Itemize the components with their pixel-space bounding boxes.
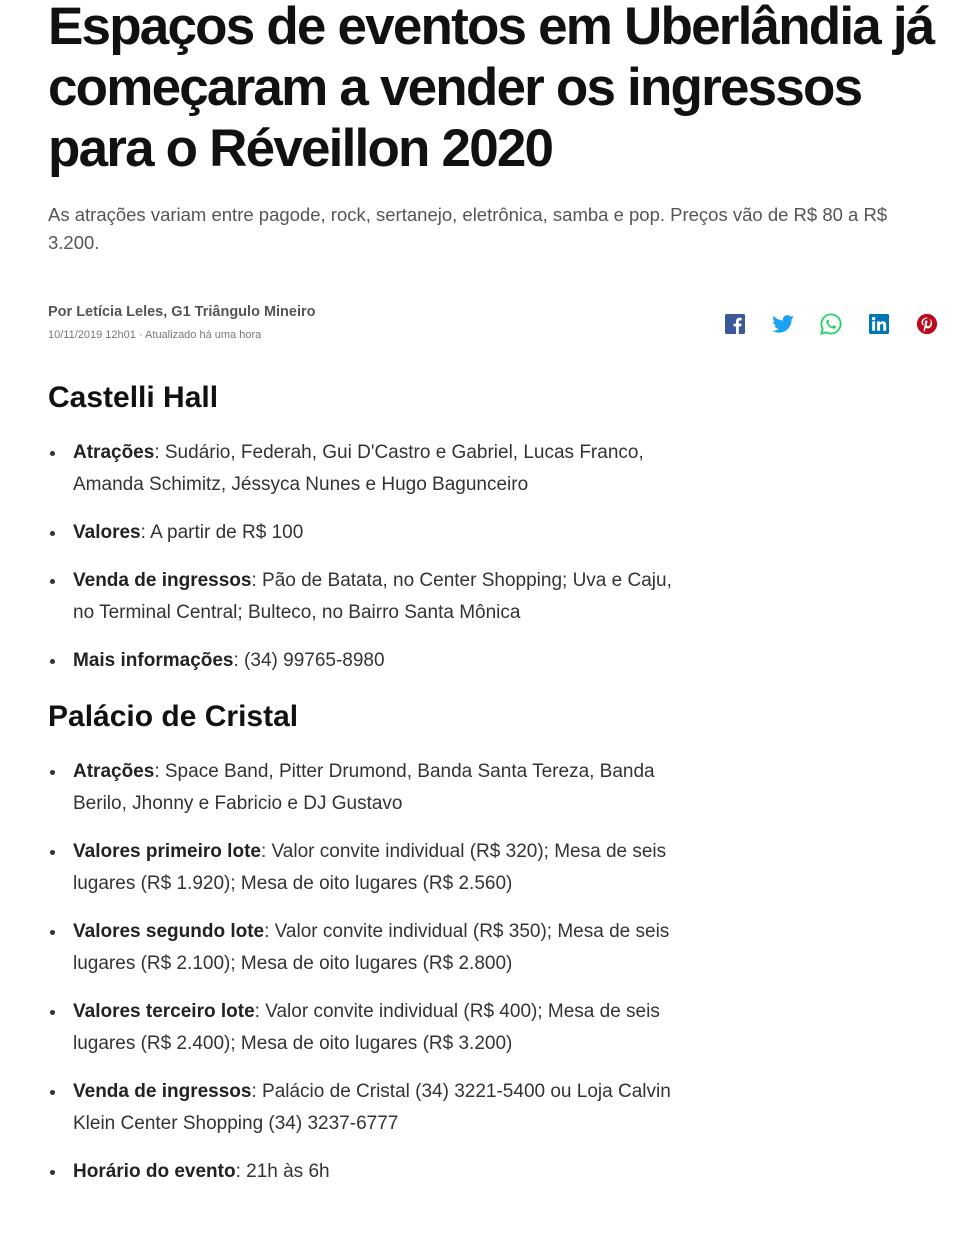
item-text: : Valor convite individual (R$ 400); Mesa de seis lugares (R$ 2.400); Mesa de oito lugares (R$ 3.200) — [73, 1001, 660, 1054]
item-text: : 21h às 6h — [235, 1161, 330, 1182]
pinterest-share-button[interactable] — [916, 313, 938, 335]
list-item — [48, 645, 688, 677]
item-text: : Valor convite individual (R$ 320); Mesa de seis lugares (R$ 1.920); Mesa de oito lugares (R$ 2.560) — [73, 841, 667, 894]
section-title-castelli-hall: Castelli Hall — [48, 381, 219, 414]
list-item — [48, 836, 688, 900]
item-text: : A partir de R$ 100 — [140, 522, 304, 543]
publish-date: 10/11/2019 12h01 · Atualizado há uma hora — [48, 329, 262, 341]
item-label: Atrações — [73, 761, 155, 782]
article-subheadline: As atrações variam entre pagode, rock, sertanejo, eletrônica, samba e pop. Preços vão de R$ 80 a R$ 3.200. — [48, 204, 888, 253]
item-label: Valores — [73, 522, 141, 543]
palacio-de-cristal-info-list — [48, 756, 688, 1188]
item-label: Venda de ingressos — [73, 570, 252, 591]
facebook-share-button[interactable] — [724, 313, 746, 335]
item-label: Atrações — [73, 442, 155, 463]
item-label: Valores terceiro lote — [73, 1001, 255, 1022]
section-title-palacio-de-cristal: Palácio de Cristal — [48, 700, 299, 733]
item-label: Valores segundo lote — [73, 921, 265, 942]
list-item — [48, 1156, 688, 1188]
share-bar — [724, 313, 938, 335]
item-label: Mais informações — [73, 650, 234, 671]
item-text: : Space Band, Pitter Drumond, Banda Santa Tereza, Banda Berilo, Jhonny e Fabricio e DJ Gustavo — [73, 761, 655, 814]
pinterest-icon — [916, 313, 938, 335]
item-text: : Sudário, Federah, Gui D'Castro e Gabriel, Lucas Franco, Amanda Schimitz, Jéssyca Nunes e Hugo Bagunceiro — [73, 442, 644, 495]
castelli-hall-info-list — [48, 437, 688, 677]
linkedin-share-button[interactable] — [868, 313, 890, 335]
author-byline: Por Letícia Leles, G1 Triângulo Mineiro — [48, 304, 316, 320]
list-item — [48, 916, 688, 980]
article-headline: Espaços de eventos em Uberlândia já começaram a vender os ingressos para o Réveillon 2020 — [48, 0, 934, 178]
item-text: : Valor convite individual (R$ 350); Mesa de seis lugares (R$ 2.100); Mesa de oito lugares (R$ 2.800) — [73, 921, 670, 974]
whatsapp-icon — [820, 313, 842, 335]
list-item — [48, 996, 688, 1060]
item-label: Horário do evento — [73, 1161, 236, 1182]
linkedin-icon — [869, 314, 889, 334]
twitter-share-button[interactable] — [772, 313, 794, 335]
item-text: : Palácio de Cristal (34) 3221-5400 ou Loja Calvin Klein Center Shopping (34) 3237-6777 — [73, 1081, 671, 1134]
item-text: : (34) 99765-8980 — [233, 650, 385, 671]
list-item — [48, 437, 688, 501]
item-label: Valores primeiro lote — [73, 841, 261, 862]
list-item — [48, 1076, 688, 1140]
byline-row — [48, 303, 938, 363]
item-text: : Pão de Batata, no Center Shopping; Uva e Caju, no Terminal Central; Bulteco, no Bairro Santa Mônica — [73, 570, 672, 623]
list-item — [48, 756, 688, 820]
whatsapp-share-button[interactable] — [820, 313, 842, 335]
twitter-icon — [772, 315, 794, 333]
list-item — [48, 517, 688, 549]
item-label: Venda de ingressos — [73, 1081, 252, 1102]
article — [48, 0, 938, 1188]
facebook-icon — [725, 314, 745, 334]
list-item — [48, 565, 688, 629]
